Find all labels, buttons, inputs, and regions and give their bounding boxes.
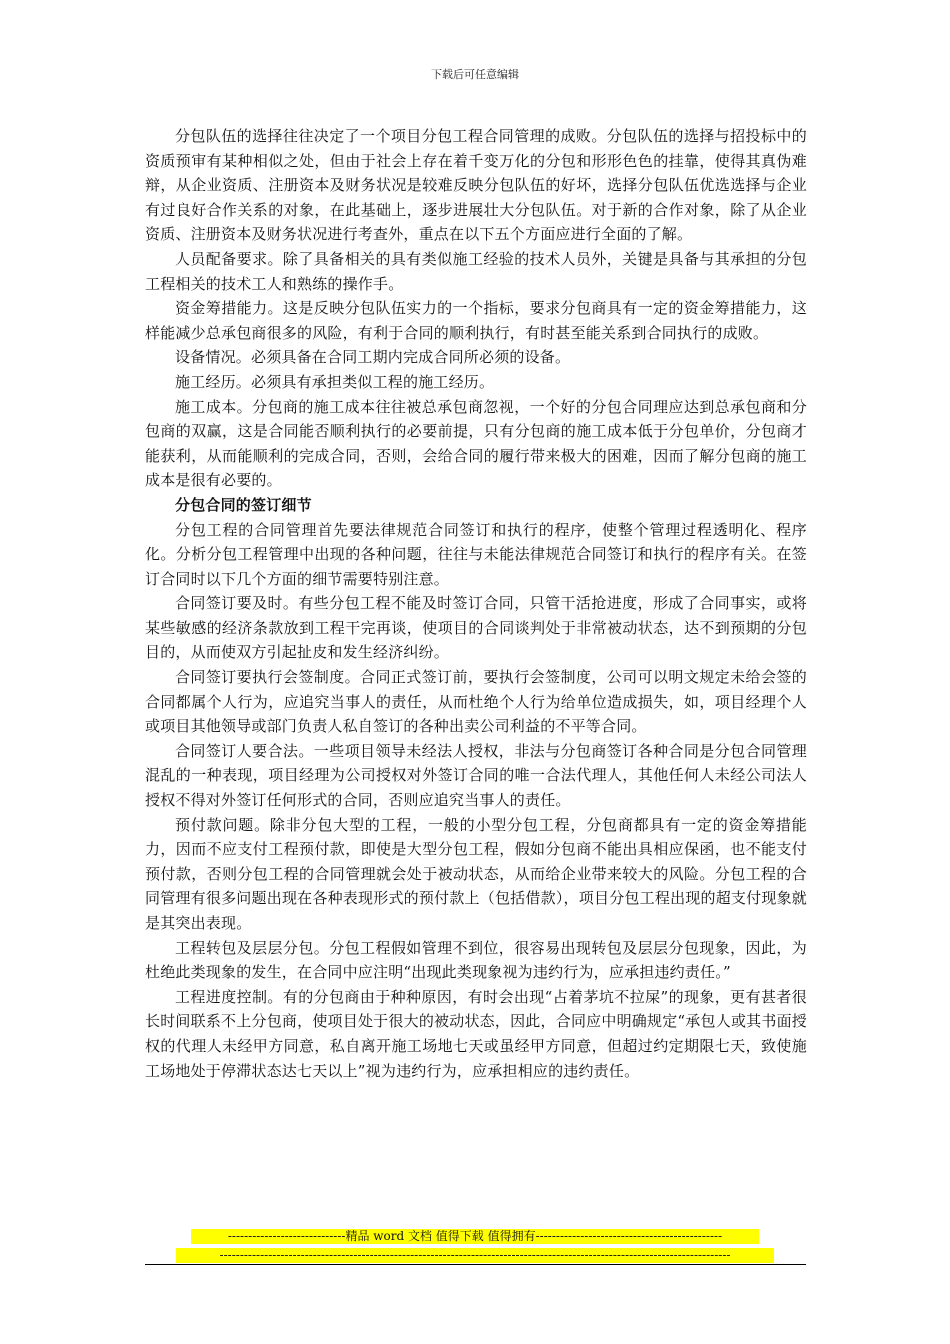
footer-divider [145, 1264, 806, 1265]
paragraph: 合同签订要执行会签制度。合同正式签订前，要执行会签制度，公司可以明文规定未给会签的合同都属个人行为，应追究当事人的责任，从而杜绝个人行为给单位造成损失，如，项目经理个人或项目其他领导或部门负责人私自签订的各种出卖公司利益的不平等合同。 [145, 668, 807, 736]
paragraph: 分包队伍的选择往往决定了一个项目分包工程合同管理的成败。分包队伍的选择与招投标中的资质预审有某种相似之处，但由于社会上存在着千变万化的分包和形形色色的挂靠，使得其真伪难辩，从企业资质、注册资本及财务状况是较难反映分包队伍的好坏，选择分包队伍优选选择与企业有过良好合作关系的对象，在此基础上，逐步进展壮大分包队伍。对于新的合作对象，除了从企业资质、注册资本及财务状况进行考查外，重点在以下五个方面应进行全面的了解。 [145, 127, 807, 244]
paragraph: 设备情况。必须具备在合同工期内完成合同所必须的设备。 [175, 348, 571, 367]
footer-banner-line: -----------------------------精品 word 文档 值得下载 值得拥有---------------------------------------------- [191, 1229, 759, 1244]
paragraph: 分包工程的合同管理首先要法律规范合同签订和执行的程序，使整个管理过程透明化、程序化。分析分包工程管理中出现的各种问题，往往与未能法律规范合同签订和执行的程序有关。在签订合同时以下几个方面的细节需要特别注意。 [145, 520, 807, 588]
paragraph: 资金筹措能力。这是反映分包队伍实力的一个指标，要求分包商具有一定的资金筹措能力，这样能减少总承包商很多的风险，有利于合同的顺利执行，有时甚至能关系到合同执行的成败。 [145, 299, 807, 342]
footer-dash-line: ------------------------------------------------------------------------------------------------------------------------------ [176, 1248, 774, 1263]
page-footer [0, 1229, 950, 1267]
section-heading: 分包合同的签订细节 [175, 495, 312, 514]
paragraph: 工程转包及层层分包。分包工程假如管理不到位，很容易出现转包及层层分包现象，因此，为杜绝此类现象的发生，在合同中应注明“出现此类现象视为违约行为，应承担违约责任。” [145, 938, 807, 982]
paragraph: 施工成本。分包商的施工成本往往被总承包商忽视，一个好的分包合同理应达到总承包商和分包商的双赢，这是合同能否顺利执行的必要前提，只有分包商的施工成本低于分包单价，分包商才能获利，从而能顺利的完成合同，否则，会给合同的履行带来极大的困难，因而了解分包商的施工成本是很有必要的。 [145, 397, 807, 490]
paragraph: 合同签订人要合法。一些项目领导未经法人授权，非法与分包商签订各种合同是分包合同管理混乱的一种表现，项目经理为公司授权对外签订合同的唯一合法代理人，其他任何人未经公司法人授权不得对外签订任何形式的合同，否则应追究当事人的责任。 [145, 741, 807, 810]
paragraph: 工程进度控制。有的分包商由于种种原因，有时会出现“占着茅坑不拉屎”的现象，更有甚者很长时间联系不上分包商，使项目处于很大的被动状态，因此，合同应中明确规定“承包人或其书面授权的代理人未经甲方同意，私自离开施工场地七天或虽经甲方同意，但超过约定期限七天，致使施工场地处于停滞状态达七天以上”视为违约行为，应承担相应的违约责任。 [145, 987, 807, 1080]
paragraph: 施工经历。必须具有承担类似工程的施工经历。 [175, 372, 495, 391]
paragraph: 人员配备要求。除了具备相关的具有类似施工经验的技术人员外，关键是具备与其承担的分包工程相关的技术工人和熟练的操作手。 [145, 249, 807, 293]
paragraph: 预付款问题。除非分包大型的工程，一般的小型分包工程，分包商都具有一定的资金筹措能力，因而不应支付工程预付款，即使是大型分包工程，假如分包商不能出具相应保函，也不能支付预付款，否则分包工程的合同管理就会处于被动状态，从而给企业带来较大的风险。分包工程的合同管理有很多问题出现在各种表现形式的预付款上（包括借款），项目分包工程出现的超支付现象就是其突出表现。 [145, 815, 807, 932]
page-header: 下载后可任意编辑 [431, 68, 519, 81]
document-body [145, 124, 807, 1083]
paragraph: 合同签订要及时。有些分包工程不能及时签订合同，只管干活抢进度，形成了合同事实，或将某些敏感的经济条款放到工程干完再谈，使项目的合同谈判处于非常被动状态，达不到预期的分包目的，从而使双方引起扯皮和发生经济纠纷。 [145, 594, 807, 662]
